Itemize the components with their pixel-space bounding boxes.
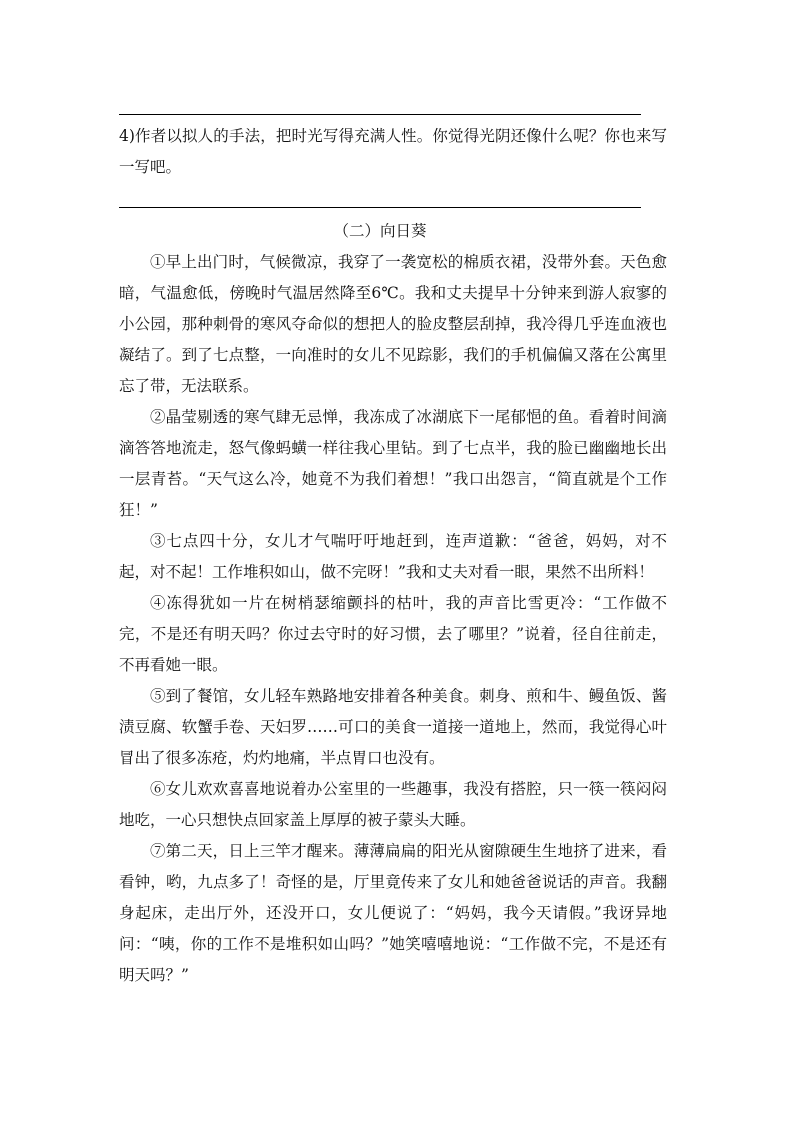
paragraph-7: ⑦第二天，日上三竿才醒来。薄薄扁扁的阳光从窗隙硬生生地挤了进来，看看钟，哟，九点多了！奇怪的是，厅里竟传来了女儿和她爸爸说话的声音。我翻身起床，走出厅外，还没开口，女儿便说了：“妈妈，我今天请假。”我讶异地问：“咦，你的工作不是堆积如山吗？”她笑嘻嘻地说：“工作做不完，不是还有明天吗？” (119, 842, 667, 984)
question-4-text: 4)作者以拟人的手法，把时光写得充满人性。你觉得光阴还像什么呢？你也来写一写吧。 (119, 127, 667, 176)
paragraph-3: ③七点四十分，女儿才气喘吁吁地赶到，连声道歉：“爸爸，妈妈，对不起，对不起！工作堆积如山，做不完呀！”我和丈夫对看一眼，果然不出所料！ (119, 532, 667, 581)
question-4 (119, 121, 667, 183)
answer-line (119, 114, 641, 115)
answer-line (119, 207, 641, 208)
paragraph-1: ①早上出门时，气候微凉，我穿了一袭宽松的棉质衣裙，没带外套。天色愈暗，气温愈低，傍晚时气温居然降至6℃。我和丈夫提早十分钟来到游人寂寥的小公园，那种刺骨的寒风夺命似的想把人的脸皮整层刮掉，我冷得几乎连血液也凝结了。到了七点整，一向准时的女儿不见踪影，我们的手机偏偏又落在公寓里忘了带，无法联系。 (119, 253, 667, 395)
paragraph-5: ⑤到了餐馆，女儿轻车熟路地安排着各种美食。刺身、煎和牛、鳗鱼饭、酱渍豆腐、软蟹手卷、天妇罗……可口的美食一道接一道地上，然而，我觉得心叶冒出了很多冻疮，灼灼地痛，半点胃口也没有。 (119, 687, 667, 767)
paragraph-6: ⑥女儿欢欢喜喜地说着办公室里的一些趣事，我没有搭腔，只一筷一筷闷闷地吃，一心只想快点回家盖上厚厚的被子蒙头大睡。 (119, 780, 667, 829)
section-title: （二）向日葵 (333, 222, 427, 240)
paragraph-2: ②晶莹剔透的寒气肆无忌惮，我冻成了冰湖底下一尾郁悒的鱼。看着时间滴滴答答地流走，怒气像蚂蟥一样往我心里钻。到了七点半，我的脸已幽幽地长出一层青苔。“天气这么冷，她竟不为我们着想！”我口出怨言，“简直就是个工作狂！” (119, 408, 667, 519)
article-body (119, 247, 667, 991)
paragraph-4: ④冻得犹如一片在树梢瑟缩颤抖的枯叶，我的声音比雪更冷：“工作做不完，不是还有明天吗？你过去守时的好习惯，去了哪里？”说着，径自往前走，不再看她一眼。 (119, 594, 667, 674)
